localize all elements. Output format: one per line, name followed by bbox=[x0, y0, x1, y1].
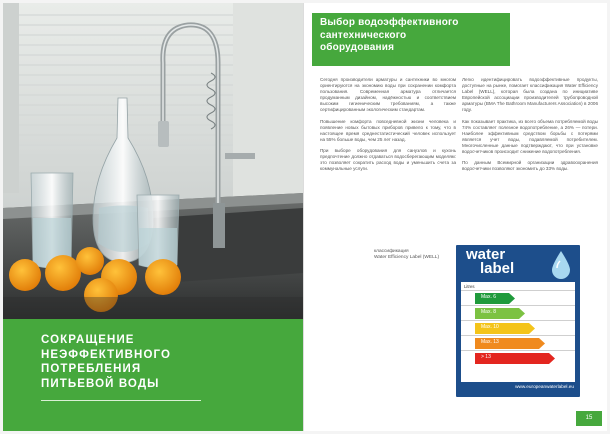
caption-line: классификация bbox=[374, 249, 409, 254]
paragraph: Легко идентифицировать водоэффективные продукты, доступные на рынке, помогает классификация Water Efficiency Label (WELL), которая была создана по инициативе Европейской ассоциации производителей трубопроводной арматуры (BMA The Bathroom Manufacturers Association) в 2006 году. bbox=[462, 77, 598, 113]
water-label-word: label bbox=[480, 260, 515, 277]
title-line: ПИТЬЕВОЙ ВОДЫ bbox=[41, 377, 160, 390]
water-label-url: www.europeanwaterlabel.eu bbox=[515, 384, 574, 389]
rating-label: Max. 13 bbox=[481, 339, 499, 345]
figure-caption bbox=[374, 249, 464, 261]
water-label-word: water bbox=[466, 246, 506, 263]
scale-row bbox=[461, 350, 575, 365]
paragraph: Как показывает практика, из всего объема потребляемой воды 74% составляет полезное водопотребление, а 26% — потери. Наиболее эффективным средством борьбы с потерями является учет воды, подавляемой потребителем. Многочисленные данные подтверждают, что при установке водосчетчиков происходит снижение водопотребления. bbox=[462, 118, 598, 155]
right-page bbox=[304, 3, 607, 431]
paragraph: Повышение комфорта повседневной жизни человека и появление новых бытовых приборов привело к тому, что в настоящее время среднестатистический человек использует на 55% больше воды, чем 25 лет назад. bbox=[320, 118, 456, 142]
scale-row bbox=[461, 335, 575, 350]
left-page bbox=[3, 3, 303, 431]
title-line: НЕЭФФЕКТИВНОГО bbox=[41, 348, 172, 361]
paragraph: Сегодня производители арматуры и сантехники во многом ориентируются на экономию воды при сохранении комфорта пользования. Современная арматура отличается продуманным дизайном, надёжностью и соответствием высоким гигиеническим требованиям, а также сертифицированным экологическим стандартам. bbox=[320, 77, 456, 113]
paragraph: По данным Всемирной организации здравоохранения водосчетчики позволяют экономить до 33% воды. bbox=[462, 160, 598, 172]
body-column-right bbox=[462, 77, 598, 177]
body-column-left bbox=[320, 77, 456, 177]
page-number: 15 bbox=[576, 411, 602, 426]
rating-label: Max. 6 bbox=[481, 294, 497, 300]
heading-line: Выбор водоэффективного bbox=[320, 17, 459, 28]
water-label bbox=[456, 245, 580, 397]
scale-row bbox=[461, 305, 575, 320]
caption-line: Water Efficiency Label (WELL) bbox=[374, 255, 440, 261]
water-label-header bbox=[456, 245, 580, 282]
paragraph: При выборе оборудования для санузлов и кухонь предпочтение должно отдаваться водосберегающим моделям: это позволяет сократить расход воды и уменьшить счета за коммунальные услуги. bbox=[320, 147, 456, 172]
rating-label: > 13 bbox=[481, 354, 491, 360]
scale-rows bbox=[461, 290, 575, 365]
scale-row bbox=[461, 320, 575, 335]
scale-header: Litres bbox=[464, 284, 475, 289]
rating-label: Max. 8 bbox=[481, 309, 497, 315]
heading-line: сантехнического bbox=[320, 29, 407, 41]
kitchen-photo bbox=[3, 3, 303, 319]
scale-row bbox=[461, 290, 575, 305]
water-drop-icon bbox=[550, 250, 572, 280]
title-line: ПОТРЕБЛЕНИЯ bbox=[41, 363, 142, 375]
section-title bbox=[41, 333, 281, 391]
page-heading bbox=[320, 17, 505, 55]
heading-line: оборудования bbox=[320, 42, 395, 53]
title-line: СОКРАЩЕНИЕ bbox=[41, 334, 135, 346]
rating-label: Max. 10 bbox=[481, 324, 499, 330]
water-label-scale bbox=[461, 282, 575, 382]
title-underline bbox=[41, 400, 201, 401]
